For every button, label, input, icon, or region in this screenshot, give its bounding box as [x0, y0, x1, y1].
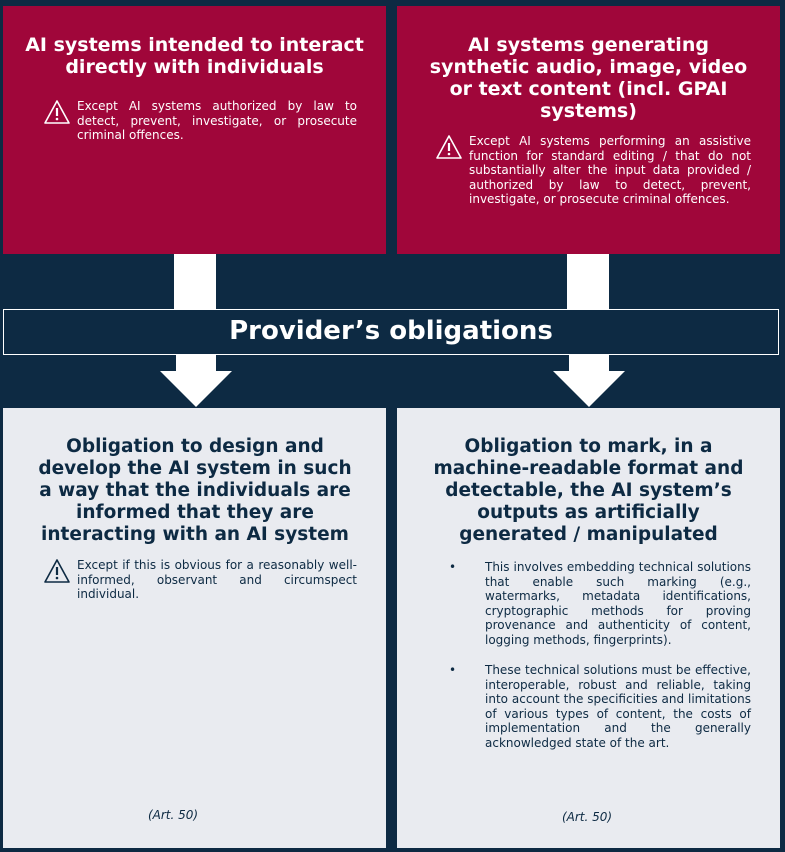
box-title: AI systems intended to interact directly with individuals: [25, 34, 364, 78]
list-item: • These technical solutions must be effective, interoperable, robust and reliable, taking into account the specificities and limitations of various types of content, the costs of implementation and the generally acknowledged state of the art.: [449, 663, 751, 750]
list-item: • This involves embedding technical solutions that enable such marking (e.g., watermarks, metadata identifications, cryptographic methods for proving provenance and authenticity of content, logging methods, fingerprints).: [449, 560, 751, 647]
article-reference: (Art. 50): [147, 808, 199, 822]
connector-right: [567, 254, 609, 310]
down-arrow-icon: [549, 355, 629, 408]
exception-text: Except AI systems performing an assistive function for standard editing / that do not substantially alter the input data provided / authorized by law to detect, prevent, investigate, or prosecute criminal offences.: [469, 134, 751, 206]
box-generating-systems: [397, 6, 780, 254]
warning-triangle-icon: [435, 134, 463, 160]
exception-text: Except AI systems authorized by law to detect, prevent, investigate, or prosecute criminal offences.: [77, 99, 357, 142]
exception-note: [43, 99, 357, 143]
warning-triangle-icon: [43, 558, 71, 584]
article-reference: (Art. 50): [561, 810, 613, 824]
exception-note: [435, 134, 751, 207]
box-interacting-systems: [3, 6, 386, 254]
down-arrow-icon: [156, 355, 236, 408]
warning-triangle-icon: [43, 99, 71, 125]
providers-obligations-band: Provider’s obligations: [3, 309, 779, 355]
connector-left: [174, 254, 216, 310]
box-title: Obligation to mark, in a machine-readable format and detectable, the AI system’s outputs as artificially generated / manipulated: [433, 436, 744, 545]
box-title: AI systems generating synthetic audio, image, video or text content (incl. GPAI systems): [429, 34, 748, 122]
exception-note: [43, 558, 357, 602]
technical-solutions-list: [449, 560, 751, 766]
box-marking-obligation: [397, 408, 780, 848]
box-title: Obligation to design and develop the AI system in such a way that the individuals are informed that they are interacting with an AI system: [38, 436, 352, 545]
box-inform-obligation: [3, 408, 386, 848]
exception-text: Except if this is obvious for a reasonably well-informed, observant and circumspect individual.: [77, 558, 357, 601]
